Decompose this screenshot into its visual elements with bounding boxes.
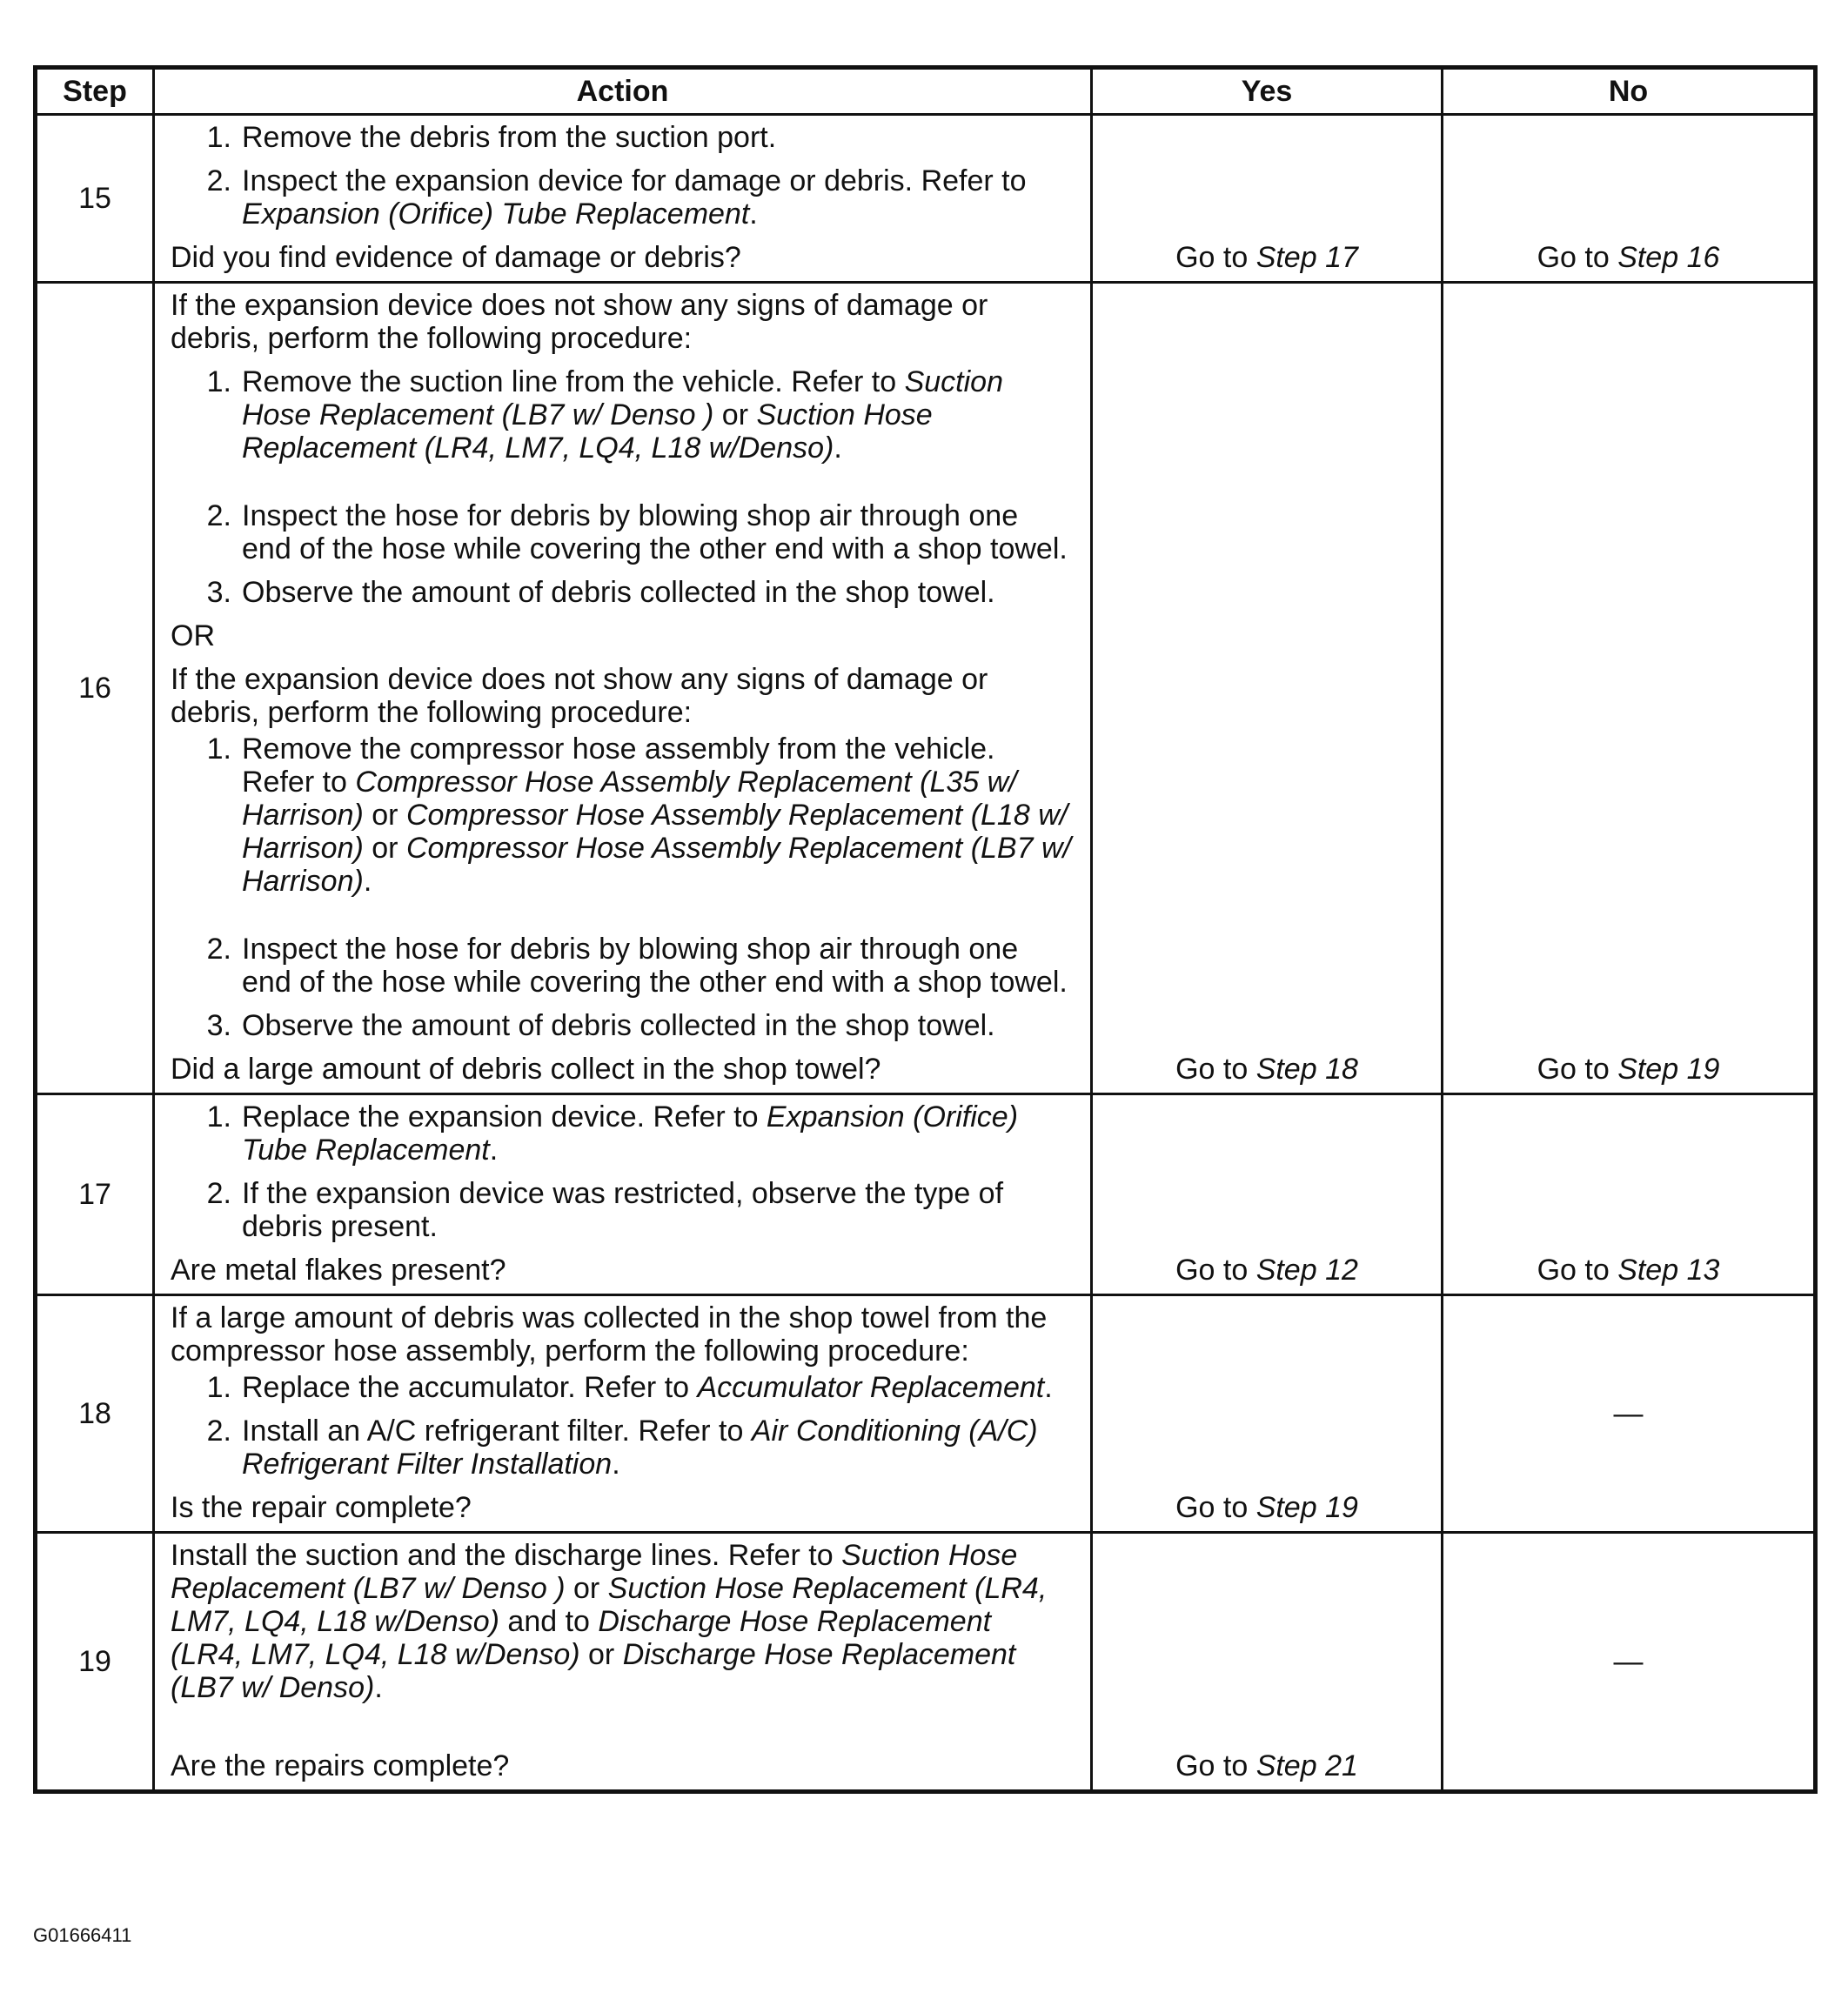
reference-link[interactable]: Compressor Hose Assembly Replacement (LB7 w/ Harrison) xyxy=(242,832,1071,898)
step-reference-link[interactable]: Step 13 xyxy=(1617,1254,1720,1287)
reference-link[interactable]: Air Conditioning (A/C) Refrigerant Filter Installation xyxy=(242,1414,1038,1481)
text-run: . xyxy=(612,1448,620,1481)
step-number: 18 xyxy=(36,1295,154,1533)
reference-link[interactable]: Discharge Hose Replacement (LR4, LM7, LQ4, L18 w/Denso) xyxy=(171,1605,992,1671)
yes-cell xyxy=(1092,1094,1443,1295)
goto-text: Go to xyxy=(1537,1254,1618,1287)
item-text xyxy=(242,164,1071,231)
text-run: Replace the accumulator. Refer to xyxy=(242,1371,698,1404)
header-step: Step xyxy=(36,68,154,115)
text-run: . xyxy=(834,431,842,465)
instruction-paragraph xyxy=(171,1539,1071,1704)
reference-link[interactable]: Suction Hose Replacement (LR4, LM7, LQ4, L18 w/Denso) xyxy=(242,398,933,465)
item-number: 1. xyxy=(206,1100,231,1134)
procedure-item xyxy=(171,1177,1071,1243)
action-cell xyxy=(154,1533,1092,1792)
reference-link[interactable]: Expansion (Orifice) Tube Replacement xyxy=(242,1100,1019,1167)
table-row-step-19 xyxy=(36,1533,1816,1792)
item-text xyxy=(242,121,1071,154)
item-text xyxy=(242,732,1071,898)
item-text xyxy=(242,1414,1071,1481)
table-row-step-16 xyxy=(36,283,1816,1094)
no-cell xyxy=(1443,1295,1816,1533)
question-text: Are the repairs complete? xyxy=(171,1749,510,1782)
reference-link[interactable]: Compressor Hose Assembly Replacement (L35 w/ Harrison) xyxy=(242,766,1017,832)
text-run: Install the suction and the discharge lines. Refer to xyxy=(171,1539,842,1572)
step-number: 17 xyxy=(36,1094,154,1295)
header-no: No xyxy=(1443,68,1816,115)
action-cell xyxy=(154,115,1092,283)
item-text xyxy=(242,576,1071,609)
item-text xyxy=(242,1100,1071,1167)
no-cell xyxy=(1443,283,1816,1094)
reference-link[interactable]: Discharge Hose Replacement (LB7 w/ Denso) xyxy=(171,1638,1016,1704)
spacer xyxy=(171,1715,1071,1749)
item-number: 1. xyxy=(206,1371,231,1404)
text-run: . xyxy=(1044,1371,1053,1404)
step-reference-link[interactable]: Step 12 xyxy=(1255,1254,1358,1287)
procedure-list xyxy=(171,365,1071,609)
text-run: Inspect the expansion device for damage or debris. Refer to xyxy=(242,164,1027,197)
item-number: 2. xyxy=(206,1414,231,1448)
procedure-item xyxy=(171,732,1071,898)
text-run: or xyxy=(579,1638,623,1671)
procedure-item xyxy=(171,1009,1071,1042)
table-row-step-17 xyxy=(36,1094,1816,1295)
step-reference-link[interactable]: Step 17 xyxy=(1255,241,1358,274)
reference-link[interactable]: Suction Hose Replacement (LB7 w/ Denso ) xyxy=(171,1539,1018,1605)
or-separator: OR xyxy=(171,619,215,652)
item-number: 2. xyxy=(206,499,231,532)
goto-text: Go to xyxy=(1537,241,1618,274)
item-number: 1. xyxy=(206,365,231,398)
item-number: 1. xyxy=(206,732,231,766)
question-text: Did a large amount of debris collect in the shop towel? xyxy=(171,1053,881,1086)
step-number: 16 xyxy=(36,283,154,1094)
procedure-item xyxy=(171,933,1071,999)
procedure-item xyxy=(171,164,1071,231)
procedure-item xyxy=(171,1100,1071,1167)
reference-link[interactable]: Suction Hose Replacement (LR4, LM7, LQ4, L18 w/Denso) xyxy=(171,1572,1048,1638)
goto-text: Go to xyxy=(1175,1491,1256,1524)
item-text xyxy=(242,1009,1071,1042)
text-run: Install an A/C refrigerant filter. Refer to xyxy=(242,1414,752,1448)
action-cell xyxy=(154,283,1092,1094)
figure-id: G01666411 xyxy=(33,1924,132,1946)
yes-cell xyxy=(1092,1295,1443,1533)
goto-text: Go to xyxy=(1175,1254,1256,1287)
procedure-item xyxy=(171,1414,1071,1481)
step-reference-link[interactable]: Step 18 xyxy=(1255,1053,1358,1086)
text-run: or xyxy=(713,398,757,431)
item-text xyxy=(242,365,1071,465)
step-reference-link[interactable]: Step 21 xyxy=(1255,1749,1358,1782)
goto-text: Go to xyxy=(1537,1053,1618,1086)
item-text xyxy=(242,1371,1071,1404)
item-text xyxy=(242,499,1071,565)
text-run: and to xyxy=(499,1605,599,1638)
yes-cell xyxy=(1092,1533,1443,1792)
item-number: 2. xyxy=(206,164,231,197)
text-run: or xyxy=(565,1572,608,1605)
item-number: 2. xyxy=(206,1177,231,1210)
procedure-item xyxy=(171,365,1071,465)
header-row xyxy=(36,68,1816,115)
text-run: . xyxy=(363,865,372,898)
empty-dash: — xyxy=(1613,1397,1644,1430)
table-row-step-15 xyxy=(36,115,1816,283)
reference-link[interactable]: Expansion (Orifice) Tube Replacement xyxy=(242,197,750,231)
step-reference-link[interactable]: Step 16 xyxy=(1617,241,1720,274)
procedure-list xyxy=(171,1371,1071,1481)
step-reference-link[interactable]: Step 19 xyxy=(1255,1491,1358,1524)
text-run: Inspect the hose for debris by blowing shop air through one end of the hose while covering the other end with a shop towel. xyxy=(242,933,1068,999)
text-run: or xyxy=(363,832,406,865)
text-run: Inspect the hose for debris by blowing shop air through one end of the hose while covering the other end with a shop towel. xyxy=(242,499,1068,565)
action-cell xyxy=(154,1094,1092,1295)
text-run: Replace the expansion device. Refer to xyxy=(242,1100,767,1134)
no-cell xyxy=(1443,1533,1816,1792)
diagnostic-table-sheet xyxy=(33,65,1813,1794)
text-run: Remove the suction line from the vehicle. Refer to xyxy=(242,365,905,398)
text-run: . xyxy=(489,1134,499,1167)
text-run: Remove the compressor hose assembly from the vehicle. Refer to xyxy=(242,732,995,799)
text-run: If the expansion device was restricted, observe the type of debris present. xyxy=(242,1177,1004,1243)
procedure-item xyxy=(171,1371,1071,1404)
procedure-list xyxy=(171,121,1071,231)
item-text xyxy=(242,933,1071,999)
header-action: Action xyxy=(154,68,1092,115)
item-number: 2. xyxy=(206,933,231,966)
no-cell xyxy=(1443,1094,1816,1295)
text-run: or xyxy=(363,799,406,832)
intro-text: If a large amount of debris was collected in the shop towel from the compressor hose assembly, perform the following procedure: xyxy=(171,1301,1048,1368)
procedure-list xyxy=(171,1100,1071,1243)
goto-text: Go to xyxy=(1175,1749,1256,1782)
step-number: 15 xyxy=(36,115,154,283)
text-run: . xyxy=(374,1671,383,1704)
item-number: 3. xyxy=(206,576,231,609)
no-cell xyxy=(1443,115,1816,283)
diagnostic-table xyxy=(33,65,1818,1794)
procedure-item xyxy=(171,499,1071,565)
procedure-item xyxy=(171,121,1071,154)
question-text: Are metal flakes present? xyxy=(171,1254,506,1287)
question-text: Is the repair complete? xyxy=(171,1491,472,1524)
table-row-step-18 xyxy=(36,1295,1816,1533)
step-reference-link[interactable]: Step 19 xyxy=(1617,1053,1720,1086)
reference-link[interactable]: Compressor Hose Assembly Replacement (L18 w/ Harrison) xyxy=(242,799,1068,865)
question-text: Did you find evidence of damage or debris? xyxy=(171,241,741,274)
text-run: Remove the debris from the suction port. xyxy=(242,121,777,154)
item-number: 1. xyxy=(206,121,231,154)
text-run: . xyxy=(749,197,758,231)
text-run: Observe the amount of debris collected in the shop towel. xyxy=(242,576,995,609)
procedure-list xyxy=(171,732,1071,1042)
text-run: Observe the amount of debris collected in the shop towel. xyxy=(242,1009,995,1042)
reference-link[interactable]: Accumulator Replacement xyxy=(697,1371,1045,1404)
item-text xyxy=(242,1177,1071,1243)
yes-cell xyxy=(1092,115,1443,283)
goto-text: Go to xyxy=(1175,1053,1256,1086)
intro-text: If the expansion device does not show any signs of damage or debris, perform the following procedure: xyxy=(171,289,988,355)
empty-dash: — xyxy=(1613,1645,1644,1678)
action-cell xyxy=(154,1295,1092,1533)
header-yes: Yes xyxy=(1092,68,1443,115)
yes-cell xyxy=(1092,283,1443,1094)
reference-link[interactable]: Suction Hose Replacement (LB7 w/ Denso ) xyxy=(242,365,1003,431)
procedure-item xyxy=(171,576,1071,609)
goto-text: Go to xyxy=(1175,241,1256,274)
step-number: 19 xyxy=(36,1533,154,1792)
item-number: 3. xyxy=(206,1009,231,1042)
intro-text: If the expansion device does not show any signs of damage or debris, perform the following procedure: xyxy=(171,663,988,729)
